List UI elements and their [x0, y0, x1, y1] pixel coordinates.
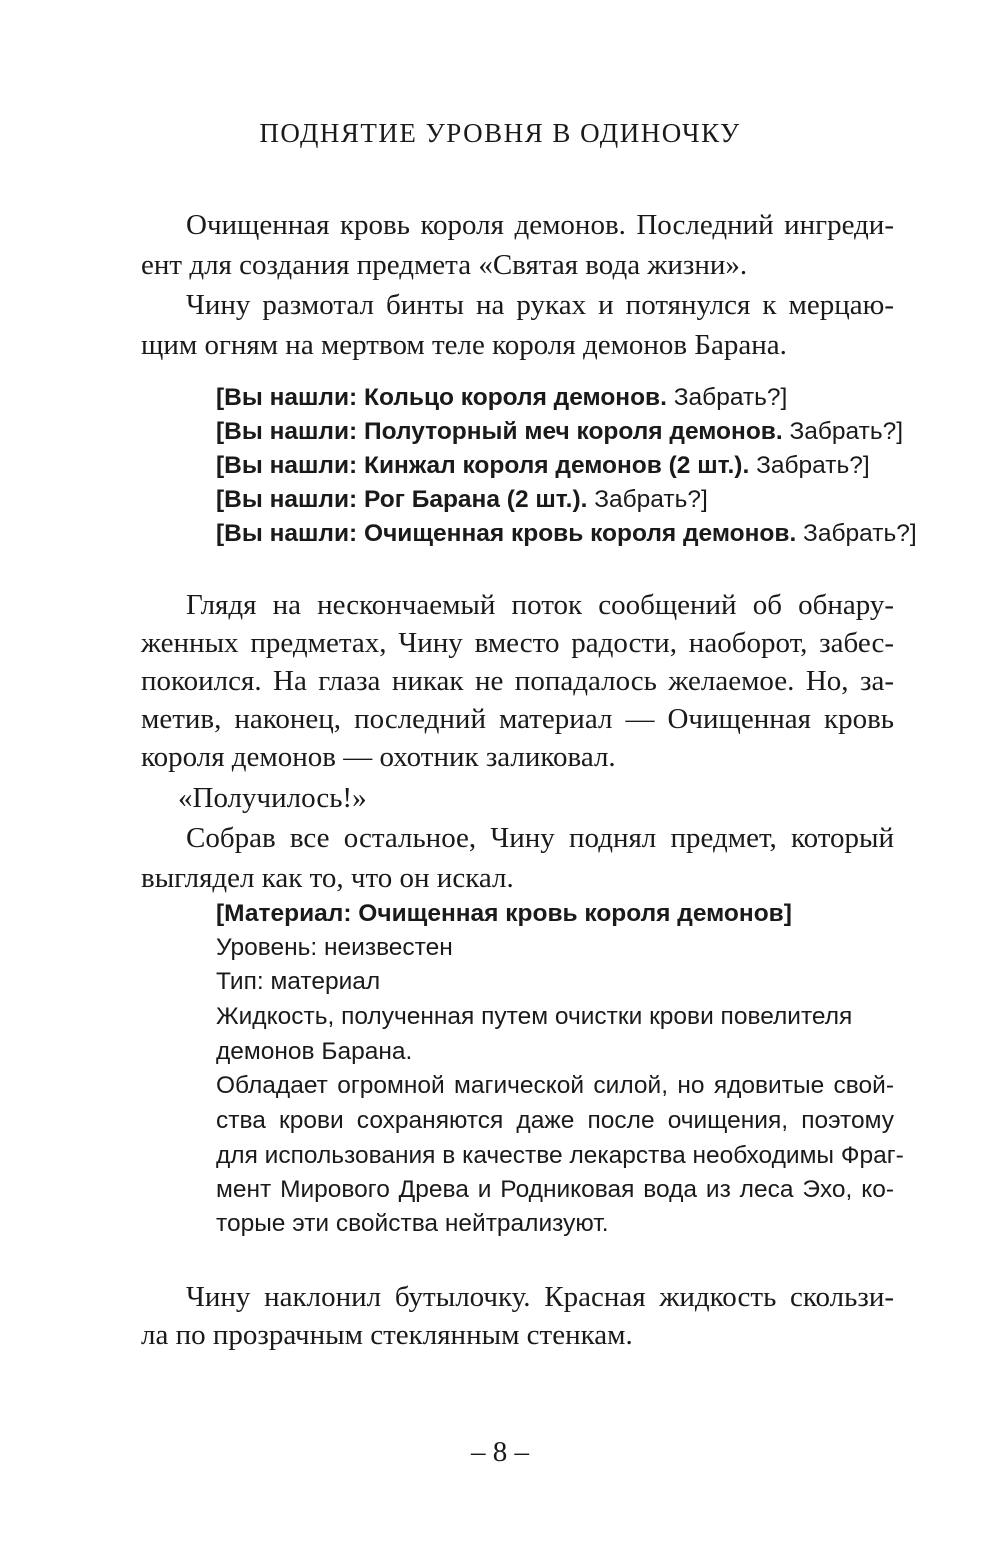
item-title: [Материал: Очищенная кровь короля демонов]: [216, 900, 792, 927]
item-desc-line: ства крови сохраняются даже после очищения, поэтому: [216, 1107, 894, 1134]
page-number: – 8 –: [471, 1436, 529, 1468]
system-message: [Вы нашли: Очищенная кровь короля демонов. Забрать?]: [216, 520, 917, 547]
item-level: Уровень: неизвестен: [216, 934, 453, 961]
item-desc-line: мент Мирового Древа и Родниковая вода из леса Эхо, ко-: [216, 1176, 894, 1203]
paragraph-line: Очищенная кровь короля демонов. Последний ингреди-: [186, 209, 894, 241]
paragraph-line: короля демонов — охотник заликовал.: [141, 741, 616, 773]
item-desc-line: торые эти свойства нейтрализуют.: [216, 1210, 609, 1237]
paragraph-line: выглядел как то, что он искал.: [141, 862, 514, 894]
paragraph-line: метив, наконец, последний материал — Очищенная кровь: [141, 703, 894, 735]
paragraph-line: Чину размотал бинты на руках и потянулся к мерцаю-: [186, 289, 894, 321]
exclamation-line: «Получилось!»: [178, 782, 367, 814]
item-type: Тип: материал: [216, 968, 381, 995]
running-head: ПОДНЯТИЕ УРОВНЯ В ОДИНОЧКУ: [259, 118, 741, 148]
paragraph-line: женных предметах, Чину вместо радости, наоборот, забес-: [141, 627, 894, 659]
system-message: [Вы нашли: Полуторный меч короля демонов. Забрать?]: [216, 418, 904, 445]
paragraph-line: ент для создания предмета «Святая вода жизни».: [141, 249, 748, 281]
paragraph-line: Собрав все остальное, Чину поднял предмет, который: [186, 822, 894, 854]
paragraph-line: щим огням на мертвом теле короля демонов Барана.: [141, 329, 787, 361]
paragraph-line: покоился. На глаза никак не попадалось желаемое. Но, за-: [141, 665, 894, 697]
item-desc-line: демонов Барана.: [216, 1038, 413, 1065]
paragraph-line: Глядя на нескончаемый поток сообщений об обнару-: [186, 589, 894, 621]
paragraph-line: Чину наклонил бутылочку. Красная жидкость скользи-: [186, 1281, 894, 1313]
item-desc-line: Обладает огромной магической силой, но ядовитые свой-: [216, 1072, 894, 1099]
paragraph-line: ла по прозрачным стеклянным стенкам.: [141, 1319, 633, 1351]
system-message: [Вы нашли: Кинжал короля демонов (2 шт.). Забрать?]: [216, 452, 870, 479]
item-desc-line: для использования в качестве лекарства необходимы Фраг-: [216, 1142, 904, 1169]
item-desc-line: Жидкость, полученная путем очистки крови повелителя: [216, 1003, 853, 1030]
system-message: [Вы нашли: Кольцо короля демонов. Забрать?]: [216, 384, 788, 411]
system-message: [Вы нашли: Рог Барана (2 шт.). Забрать?]: [216, 486, 708, 513]
